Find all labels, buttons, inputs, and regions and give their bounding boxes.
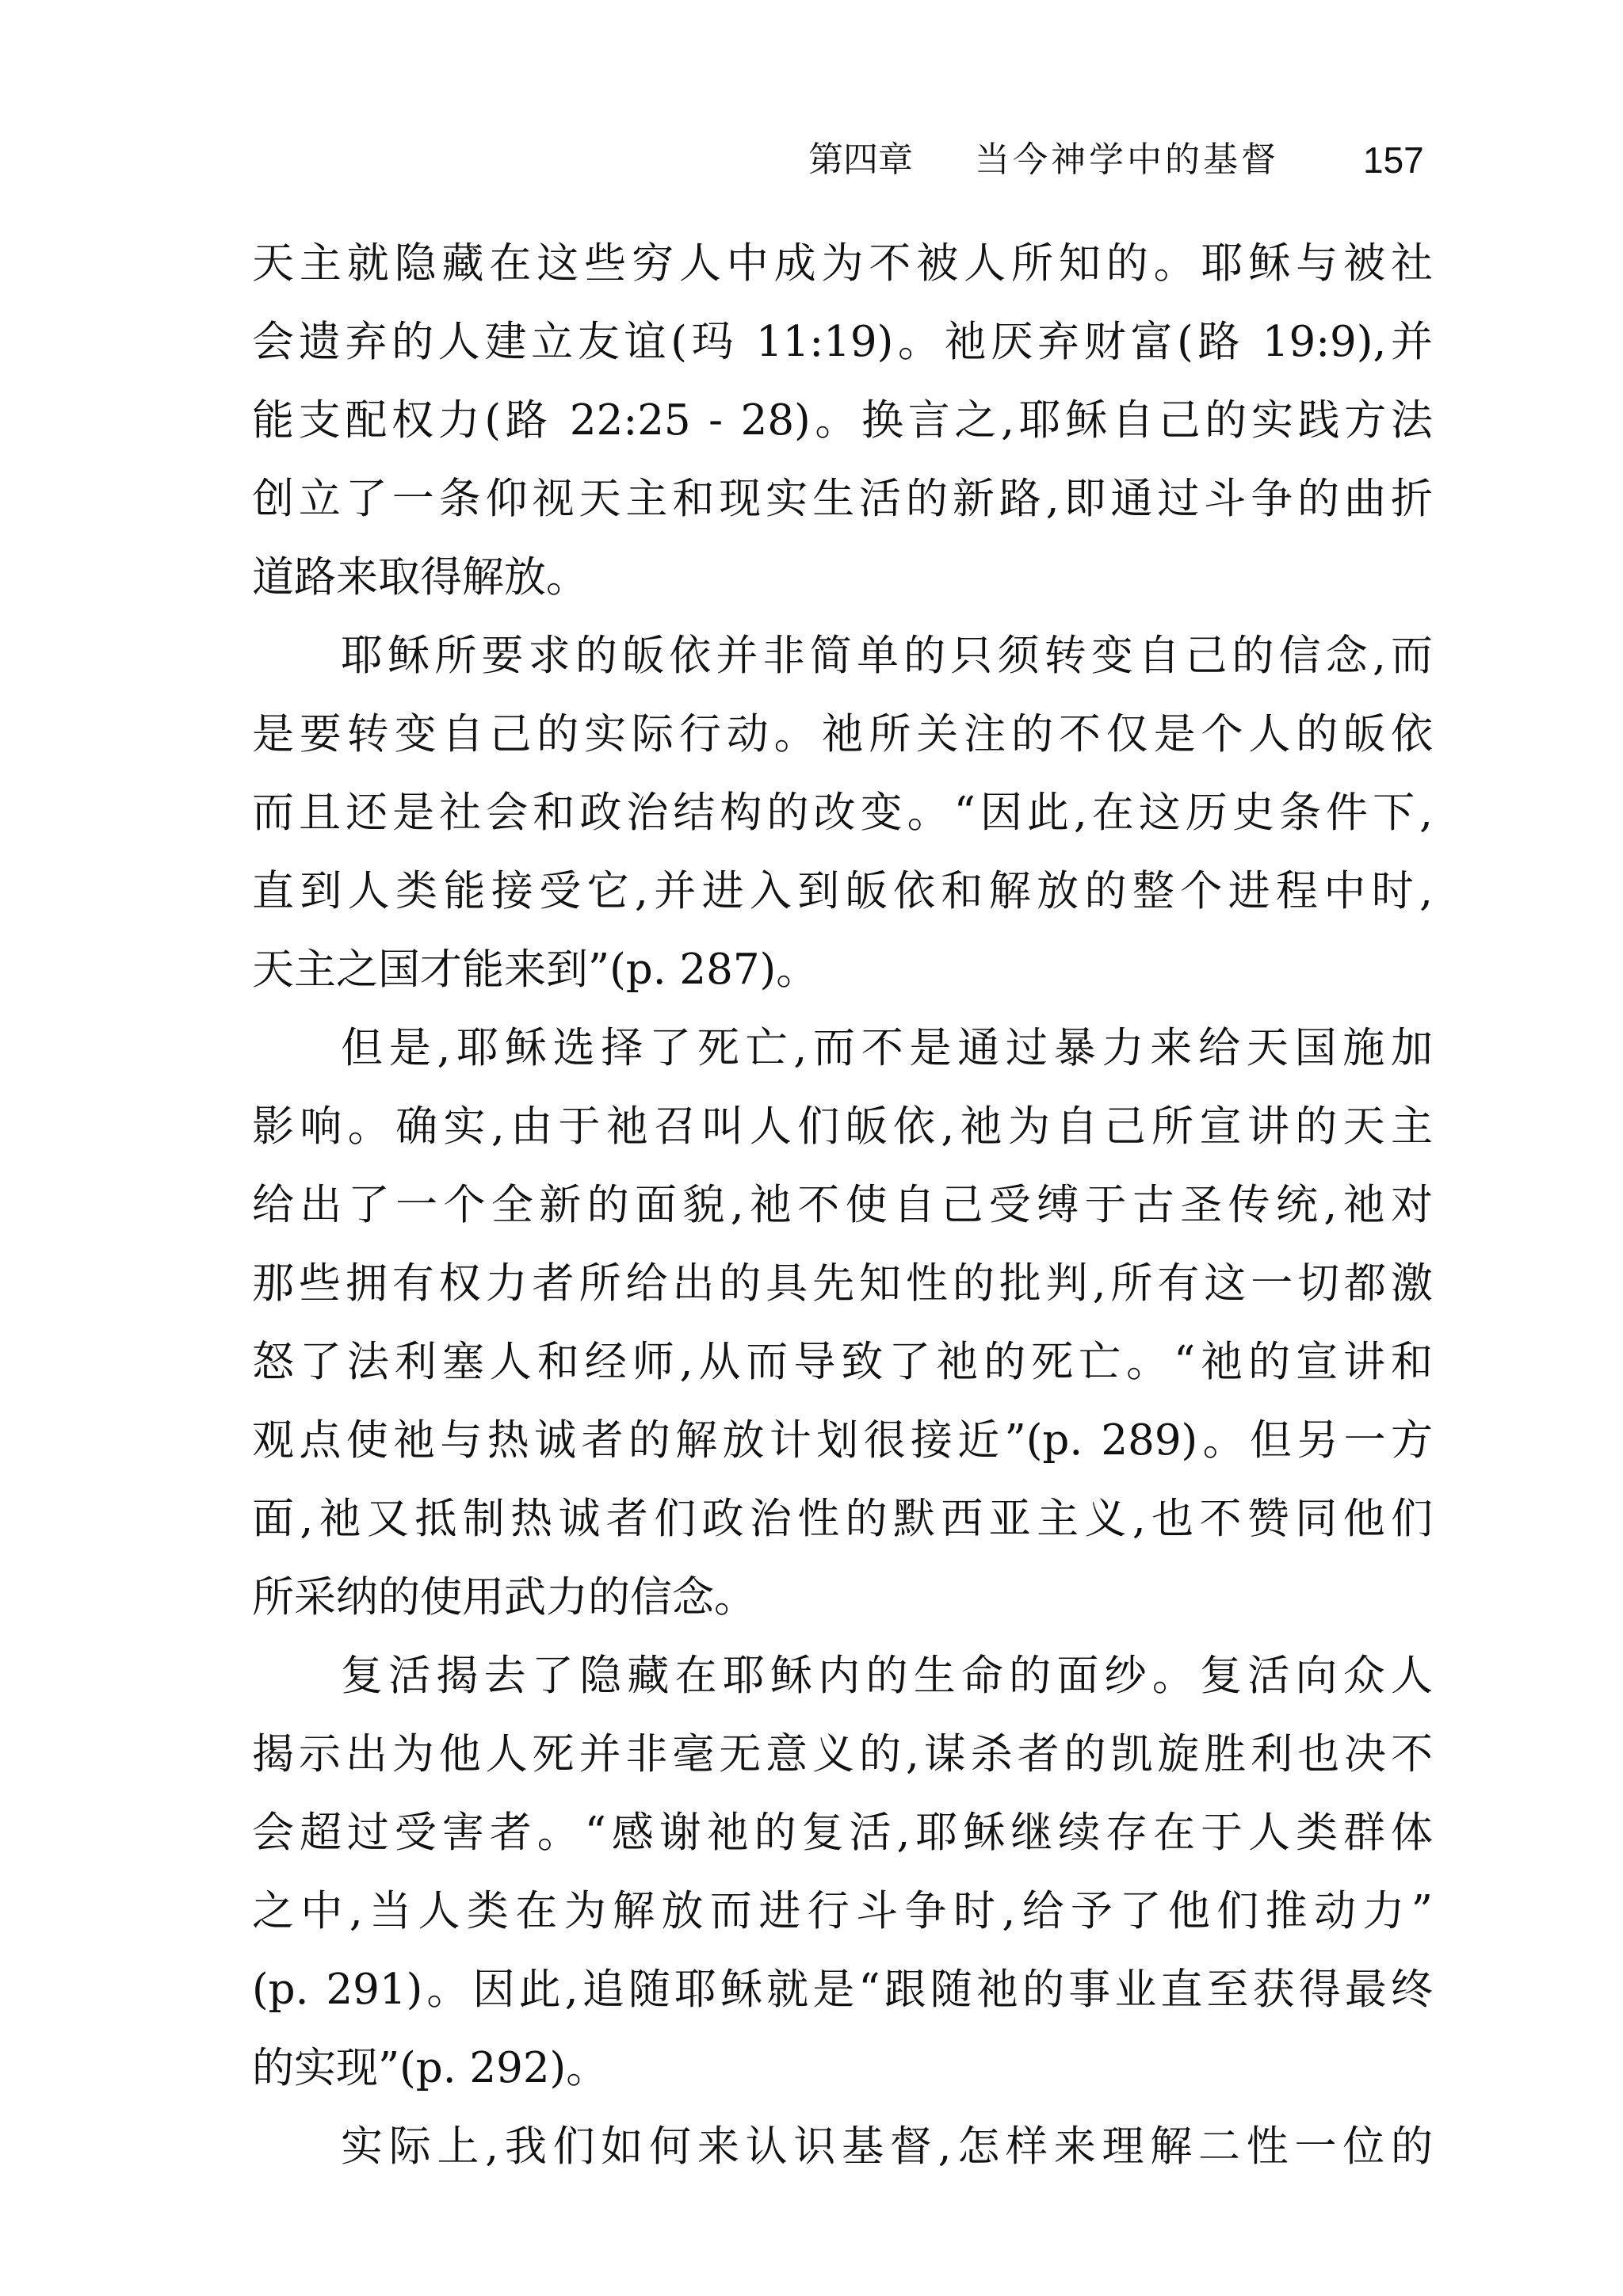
- text-line: 观点使祂与热诚者的解放计划很接近”(p. 289)。但另一方: [252, 1416, 1433, 1465]
- running-header: [808, 136, 1442, 184]
- text-line: 道路来取得解放。: [252, 553, 588, 602]
- text-line: 那些拥有权力者所给出的具先知性的批判,所有这一切都激: [252, 1259, 1433, 1308]
- text-line: 是要转变自己的实际行动。祂所关注的不仅是个人的皈依: [252, 710, 1433, 758]
- chapter-label: 第四章: [808, 139, 913, 180]
- text-line: 天主就隐藏在这些穷人中成为不被人所知的。耶稣与被社: [252, 239, 1433, 288]
- text-line: 之中,当人类在为解放而进行斗争时,给予了他们推动力”: [252, 1887, 1433, 1935]
- text-line: 影响。确实,由于祂召叫人们皈依,祂为自己所宣讲的天主: [252, 1102, 1433, 1151]
- text-line: 直到人类能接受它,并进入到皈依和解放的整个进程中时,: [252, 867, 1433, 915]
- text-line: (p. 291)。因此,追随耶稣就是“跟随祂的事业直至获得最终: [252, 1966, 1433, 2014]
- text-line: 的实现”(p. 292)。: [252, 2044, 609, 2092]
- text-line: 会超过受害者。“感谢祂的复活,耶稣继续存在于人类群体: [252, 1809, 1433, 1857]
- text-line: 但是,耶稣选择了死亡,而不是通过暴力来给天国施加: [341, 1024, 1433, 1072]
- section-title: 当今神学中的基督: [975, 139, 1279, 180]
- text-line: 耶稣所要求的皈依并非简单的只须转变自己的信念,而: [341, 632, 1433, 680]
- text-line: 能支配权力(路 22:25 - 28)。换言之,耶稣自己的实践方法: [252, 396, 1433, 445]
- text-line: 而且还是社会和政治结构的改变。“因此,在这历史条件下,: [252, 789, 1433, 837]
- text-line: 怒了法利塞人和经师,从而导致了祂的死亡。“祂的宣讲和: [252, 1338, 1433, 1386]
- text-line: 创立了一条仰视天主和现实生活的新路,即通过斗争的曲折: [252, 475, 1433, 523]
- text-line: 面,祂又抵制热诚者们政治性的默西亚主义,也不赞同他们: [252, 1495, 1433, 1543]
- text-line: 揭示出为他人死并非毫无意义的,谋杀者的凯旋胜利也决不: [252, 1730, 1433, 1778]
- body-text: [252, 224, 1433, 2186]
- text-line: 给出了一个全新的面貌,祂不使自己受缚于古圣传统,祂对: [252, 1181, 1433, 1229]
- text-line: 会遗弃的人建立友谊(玛 11:19)。祂厌弃财富(路 19:9),并: [252, 318, 1433, 366]
- text-line: 所采纳的使用武力的信念。: [252, 1573, 756, 1622]
- page-number: 157: [1363, 139, 1424, 181]
- text-line: 复活揭去了隐藏在耶稣内的生命的面纱。复活向众人: [341, 1652, 1433, 1700]
- text-line: 实际上,我们如何来认识基督,怎样来理解二性一位的: [341, 2122, 1433, 2171]
- text-line: 天主之国才能来到”(p. 287)。: [252, 946, 819, 994]
